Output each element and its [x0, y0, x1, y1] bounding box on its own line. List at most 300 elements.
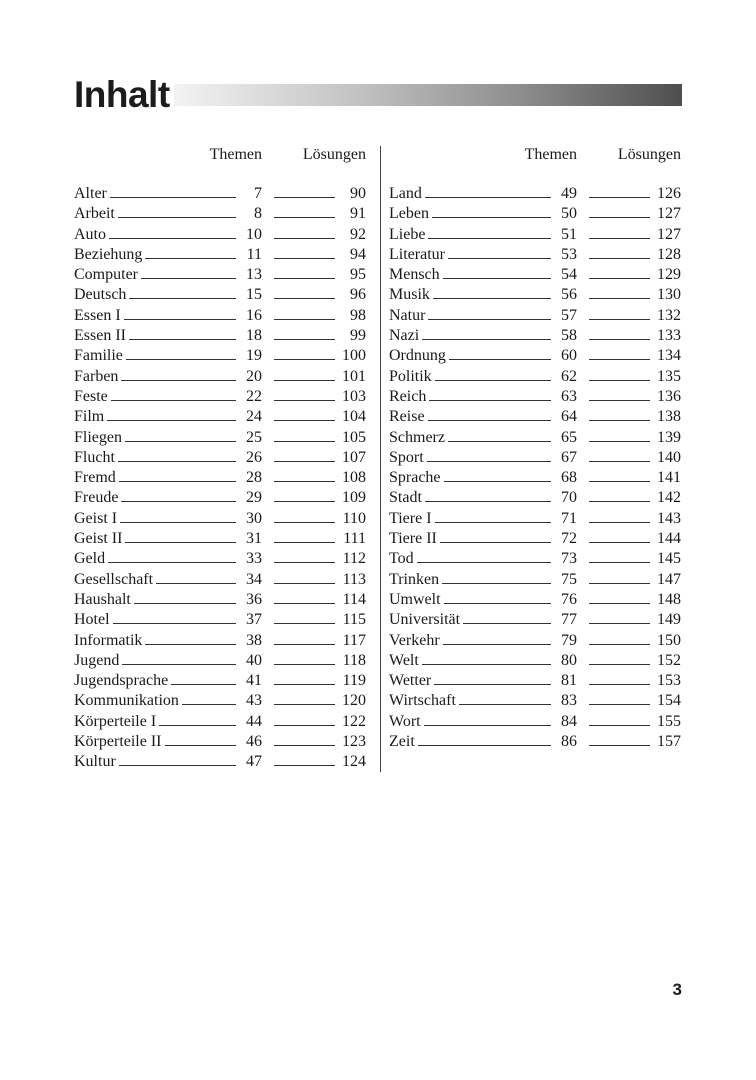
themen-page: 19 [246, 347, 262, 365]
leader-line [459, 690, 551, 705]
leader-line [122, 650, 236, 665]
title-gradient-bar [174, 84, 682, 106]
leader-line [424, 711, 551, 726]
loesungen-page: 127 [657, 205, 681, 223]
entry-label: Alter [74, 185, 107, 202]
toc-entry [74, 406, 366, 426]
leader-line [274, 609, 335, 624]
loesungen-page: 91 [350, 205, 366, 223]
entry-label: Informatik [74, 631, 143, 649]
themen-page: 80 [561, 651, 577, 669]
entry-label: Universität [389, 611, 461, 629]
leader-line [113, 609, 236, 624]
themen-page: 76 [561, 590, 577, 608]
leader-line [274, 487, 335, 502]
toc-entry [389, 528, 681, 548]
leader-line [589, 264, 650, 279]
leader-line [274, 305, 335, 320]
loesungen-page: 130 [657, 286, 681, 304]
themen-page: 22 [246, 387, 262, 405]
leader-line [589, 508, 650, 523]
entry-label: Beziehung [74, 245, 143, 263]
loesungen-page: 103 [342, 387, 366, 405]
leader-line [428, 406, 551, 421]
leader-line [449, 345, 551, 360]
entry-label: Ordnung [389, 347, 446, 365]
themen-page: 73 [561, 550, 577, 568]
loesungen-page: 118 [342, 651, 366, 669]
themen-page: 68 [561, 469, 577, 487]
leader-line [121, 487, 236, 502]
leader-line [448, 427, 551, 442]
themen-page: 53 [561, 245, 577, 263]
loesungen-page: 147 [657, 570, 681, 588]
themen-page: 25 [246, 428, 262, 446]
themen-page: 51 [561, 225, 577, 243]
loesungen-page: 136 [657, 387, 681, 405]
entry-label: Deutsch [74, 286, 127, 304]
entry-label: Welt [389, 651, 419, 669]
themen-page: 18 [246, 327, 262, 345]
themen-page: 43 [246, 692, 262, 710]
leader-line [274, 569, 335, 584]
themen-page: 46 [246, 733, 262, 751]
entry-label: Auto [74, 225, 106, 243]
themen-page: 20 [246, 367, 262, 385]
loesungen-page: 140 [657, 448, 681, 466]
leader-line [134, 589, 236, 604]
entry-label: Natur [389, 306, 426, 324]
themen-page: 71 [561, 509, 577, 527]
themen-page: 37 [246, 611, 262, 629]
themen-page: 44 [246, 712, 262, 730]
toc-entry [74, 609, 366, 629]
themen-page: 83 [561, 692, 577, 710]
page-header [74, 76, 682, 114]
entry-label: Geist II [74, 530, 123, 548]
entry-label: Land [389, 185, 422, 202]
leader-line [443, 630, 551, 645]
toc-entry [389, 589, 681, 609]
loesungen-page: 124 [342, 753, 366, 771]
leader-line [274, 427, 335, 442]
entry-label: Literatur [389, 245, 445, 263]
loesungen-page: 90 [350, 185, 366, 202]
leader-line [589, 427, 650, 442]
leader-line [589, 366, 650, 381]
leader-line [433, 284, 551, 299]
leader-line [119, 751, 236, 766]
themen-page: 77 [561, 611, 577, 629]
loesungen-page: 117 [342, 631, 366, 649]
loesungen-page: 149 [657, 611, 681, 629]
leader-line [109, 224, 236, 239]
leader-line [425, 487, 551, 502]
leader-line [429, 386, 551, 401]
leader-line [589, 284, 650, 299]
loesungen-page: 123 [342, 733, 366, 751]
leader-line [165, 731, 236, 746]
entry-label: Kommunikation [74, 692, 179, 710]
leader-line [443, 264, 551, 279]
leader-line [274, 366, 335, 381]
leader-line [156, 569, 236, 584]
entry-label: Computer [74, 266, 138, 284]
leader-line [589, 345, 650, 360]
leader-line [274, 264, 335, 279]
toc-entry [389, 690, 681, 710]
entry-label: Tod [389, 550, 414, 568]
toc-entry [389, 386, 681, 406]
leader-line [274, 386, 335, 401]
leader-line [274, 548, 335, 563]
themen-page: 38 [246, 631, 262, 649]
loesungen-page: 145 [657, 550, 681, 568]
toc-entry [389, 325, 681, 345]
entry-label: Jugendsprache [74, 672, 169, 690]
leader-line [145, 630, 236, 645]
leader-line [432, 203, 551, 218]
toc-entry [389, 305, 681, 325]
entry-label: Sprache [389, 469, 441, 487]
loesungen-page: 144 [657, 530, 681, 548]
loesungen-page: 126 [657, 185, 681, 202]
leader-line [589, 670, 650, 685]
leader-line [422, 325, 551, 340]
toc-entry [74, 345, 366, 365]
toc-entry [74, 467, 366, 487]
loesungen-page: 133 [657, 327, 681, 345]
leader-line [274, 711, 335, 726]
entry-label: Sport [389, 448, 424, 466]
loesungen-page: 142 [657, 489, 681, 507]
toc-entry [74, 244, 366, 264]
themen-page: 60 [561, 347, 577, 365]
leader-line [589, 447, 650, 462]
toc-entry [389, 345, 681, 365]
loesungen-page: 139 [657, 428, 681, 446]
leader-line [589, 569, 650, 584]
leader-line [589, 589, 650, 604]
leader-line [274, 183, 335, 198]
entry-label: Gesellschaft [74, 570, 154, 588]
header-themen: Themen [524, 146, 577, 163]
leader-line [110, 183, 236, 198]
toc-entry [389, 427, 681, 447]
toc-entry [74, 670, 366, 690]
toc-entry [389, 508, 681, 528]
entry-label: Körperteile I [74, 712, 157, 730]
entry-label: Geist I [74, 509, 118, 527]
leader-line [589, 406, 650, 421]
loesungen-page: 150 [657, 631, 681, 649]
leader-line [274, 284, 335, 299]
leader-line [448, 244, 551, 259]
loesungen-page: 154 [657, 692, 681, 710]
loesungen-page: 134 [657, 347, 681, 365]
loesungen-page: 112 [342, 550, 366, 568]
themen-page: 63 [561, 387, 577, 405]
leader-line [125, 528, 236, 543]
themen-page: 62 [561, 367, 577, 385]
leader-line [589, 711, 650, 726]
entry-label: Wirtschaft [389, 692, 456, 710]
leader-line [159, 711, 236, 726]
leader-line [126, 345, 236, 360]
leader-line [274, 244, 335, 259]
entry-label: Freude [74, 489, 119, 507]
leader-line [274, 751, 335, 766]
entry-label: Musik [389, 286, 430, 304]
loesungen-page: 110 [342, 509, 366, 527]
entry-label: Politik [389, 367, 432, 385]
loesungen-page: 143 [657, 509, 681, 527]
leader-line [118, 203, 236, 218]
loesungen-page: 114 [342, 590, 366, 608]
entry-label: Reise [389, 408, 425, 426]
leader-line [274, 406, 335, 421]
loesungen-page: 152 [657, 651, 681, 669]
leader-line [274, 731, 335, 746]
leader-line [417, 548, 551, 563]
themen-page: 64 [561, 408, 577, 426]
themen-page: 41 [246, 672, 262, 690]
themen-page: 58 [561, 327, 577, 345]
themen-page: 13 [246, 266, 262, 284]
loesungen-page: 120 [342, 692, 366, 710]
toc-entry [74, 548, 366, 568]
column-divider [380, 146, 381, 772]
entry-label: Zeit [389, 733, 415, 751]
leader-line [435, 508, 551, 523]
toc-entry [389, 487, 681, 507]
themen-page: 7 [254, 185, 262, 202]
entry-label: Hotel [74, 611, 110, 629]
loesungen-page: 105 [342, 428, 366, 446]
leader-line [108, 548, 236, 563]
loesungen-page: 109 [342, 489, 366, 507]
page-number: 3 [672, 980, 682, 999]
toc-entry [389, 264, 681, 284]
entry-label: Wort [389, 712, 421, 730]
leader-line [124, 305, 236, 320]
column-header [389, 140, 681, 172]
entry-label: Geld [74, 550, 106, 568]
themen-page: 79 [561, 631, 577, 649]
loesungen-page: 113 [342, 570, 366, 588]
toc-entry [74, 487, 366, 507]
leader-line [141, 264, 236, 279]
themen-page: 67 [561, 448, 577, 466]
themen-page: 57 [561, 306, 577, 324]
themen-page: 24 [246, 408, 262, 426]
leader-line [440, 528, 551, 543]
entry-label: Leben [389, 205, 429, 223]
leader-line [589, 731, 650, 746]
toc-list-left [74, 183, 366, 772]
loesungen-page: 98 [350, 306, 366, 324]
themen-page: 36 [246, 590, 262, 608]
toc-entry [74, 264, 366, 284]
themen-page: 34 [246, 570, 262, 588]
leader-line [589, 183, 650, 198]
toc-entry [74, 183, 366, 203]
toc-entry [74, 366, 366, 386]
leader-line [274, 670, 335, 685]
toc-entry [389, 183, 681, 203]
themen-page: 30 [246, 509, 262, 527]
leader-line [274, 203, 335, 218]
leader-line [444, 467, 551, 482]
leader-line [428, 224, 551, 239]
entry-label: Schmerz [389, 428, 445, 446]
leader-line [589, 325, 650, 340]
entry-label: Mensch [389, 266, 440, 284]
loesungen-page: 128 [657, 245, 681, 263]
loesungen-page: 115 [342, 611, 366, 629]
toc-entry [389, 366, 681, 386]
loesungen-page: 108 [342, 469, 366, 487]
loesungen-page: 122 [342, 712, 366, 730]
leader-line [274, 224, 335, 239]
themen-page: 75 [561, 570, 577, 588]
loesungen-page: 104 [342, 408, 366, 426]
themen-page: 10 [246, 225, 262, 243]
leader-line [274, 650, 335, 665]
entry-label: Essen II [74, 327, 126, 345]
toc-entry [389, 711, 681, 731]
themen-page: 54 [561, 266, 577, 284]
themen-page: 65 [561, 428, 577, 446]
themen-page: 33 [246, 550, 262, 568]
toc-entry [74, 508, 366, 528]
entry-label: Liebe [389, 225, 426, 243]
toc-entry [74, 751, 366, 771]
toc-entry [74, 630, 366, 650]
leader-line [589, 305, 650, 320]
toc-entry [74, 284, 366, 304]
leader-line [274, 589, 335, 604]
entry-label: Wetter [389, 672, 432, 690]
toc-entry [389, 244, 681, 264]
toc-entry [74, 711, 366, 731]
loesungen-page: 141 [657, 469, 681, 487]
themen-page: 86 [561, 733, 577, 751]
toc-entry [389, 203, 681, 223]
header-loesungen: Lösungen [302, 146, 366, 163]
leader-line [274, 325, 335, 340]
leader-line [121, 366, 236, 381]
loesungen-page: 100 [342, 347, 366, 365]
toc-entry [389, 224, 681, 244]
leader-line [118, 447, 236, 462]
leader-line [428, 305, 551, 320]
leader-line [589, 609, 650, 624]
entry-label: Flucht [74, 448, 115, 466]
leader-line [589, 650, 650, 665]
leader-line [425, 183, 551, 198]
loesungen-page: 94 [350, 245, 366, 263]
entry-label: Familie [74, 347, 123, 365]
themen-page: 49 [561, 185, 577, 202]
leader-line [274, 528, 335, 543]
leader-line [589, 487, 650, 502]
loesungen-page: 157 [657, 733, 681, 751]
loesungen-page: 135 [657, 367, 681, 385]
loesungen-page: 119 [342, 672, 366, 690]
toc-entry [74, 325, 366, 345]
entry-label: Feste [74, 387, 108, 405]
loesungen-page: 148 [657, 590, 681, 608]
leader-line [434, 670, 551, 685]
themen-page: 50 [561, 205, 577, 223]
loesungen-page: 155 [657, 712, 681, 730]
themen-page: 40 [246, 651, 262, 669]
leader-line [589, 467, 650, 482]
toc-entry [389, 650, 681, 670]
toc-entry [74, 305, 366, 325]
entry-label: Film [74, 408, 105, 426]
toc-entry [74, 427, 366, 447]
themen-page: 84 [561, 712, 577, 730]
entry-label: Jugend [74, 651, 120, 669]
toc-column-left [74, 140, 366, 772]
entry-label: Essen I [74, 306, 121, 324]
toc-entry [74, 650, 366, 670]
leader-line [589, 690, 650, 705]
entry-label: Fliegen [74, 428, 122, 446]
leader-line [444, 589, 551, 604]
themen-page: 70 [561, 489, 577, 507]
loesungen-page: 138 [657, 408, 681, 426]
toc-column-right [389, 140, 681, 751]
themen-page: 47 [246, 753, 262, 771]
entry-label: Reich [389, 387, 427, 405]
toc-entry [389, 630, 681, 650]
toc-entry [74, 386, 366, 406]
toc-entry [389, 609, 681, 629]
toc-entry [74, 731, 366, 751]
leader-line [119, 467, 236, 482]
page-title: Inhalt [74, 74, 170, 115]
entry-label: Tiere II [389, 530, 437, 548]
leader-line [274, 630, 335, 645]
leader-line [120, 508, 236, 523]
toc-entry [74, 569, 366, 589]
leader-line [274, 467, 335, 482]
toc-entry [74, 690, 366, 710]
leader-line [111, 386, 236, 401]
leader-line [435, 366, 551, 381]
loesungen-page: 101 [342, 367, 366, 385]
themen-page: 11 [246, 245, 262, 263]
leader-line [274, 345, 335, 360]
leader-line [422, 650, 551, 665]
leader-line [589, 386, 650, 401]
entry-label: Fremd [74, 469, 116, 487]
themen-page: 16 [246, 306, 262, 324]
leader-line [171, 670, 236, 685]
leader-line [589, 244, 650, 259]
leader-line [589, 630, 650, 645]
entry-label: Nazi [389, 327, 420, 345]
loesungen-page: 132 [657, 306, 681, 324]
toc-entry [389, 731, 681, 751]
entry-label: Trinken [389, 570, 440, 588]
leader-line [463, 609, 551, 624]
leader-line [129, 325, 236, 340]
entry-label: Körperteile II [74, 733, 162, 751]
